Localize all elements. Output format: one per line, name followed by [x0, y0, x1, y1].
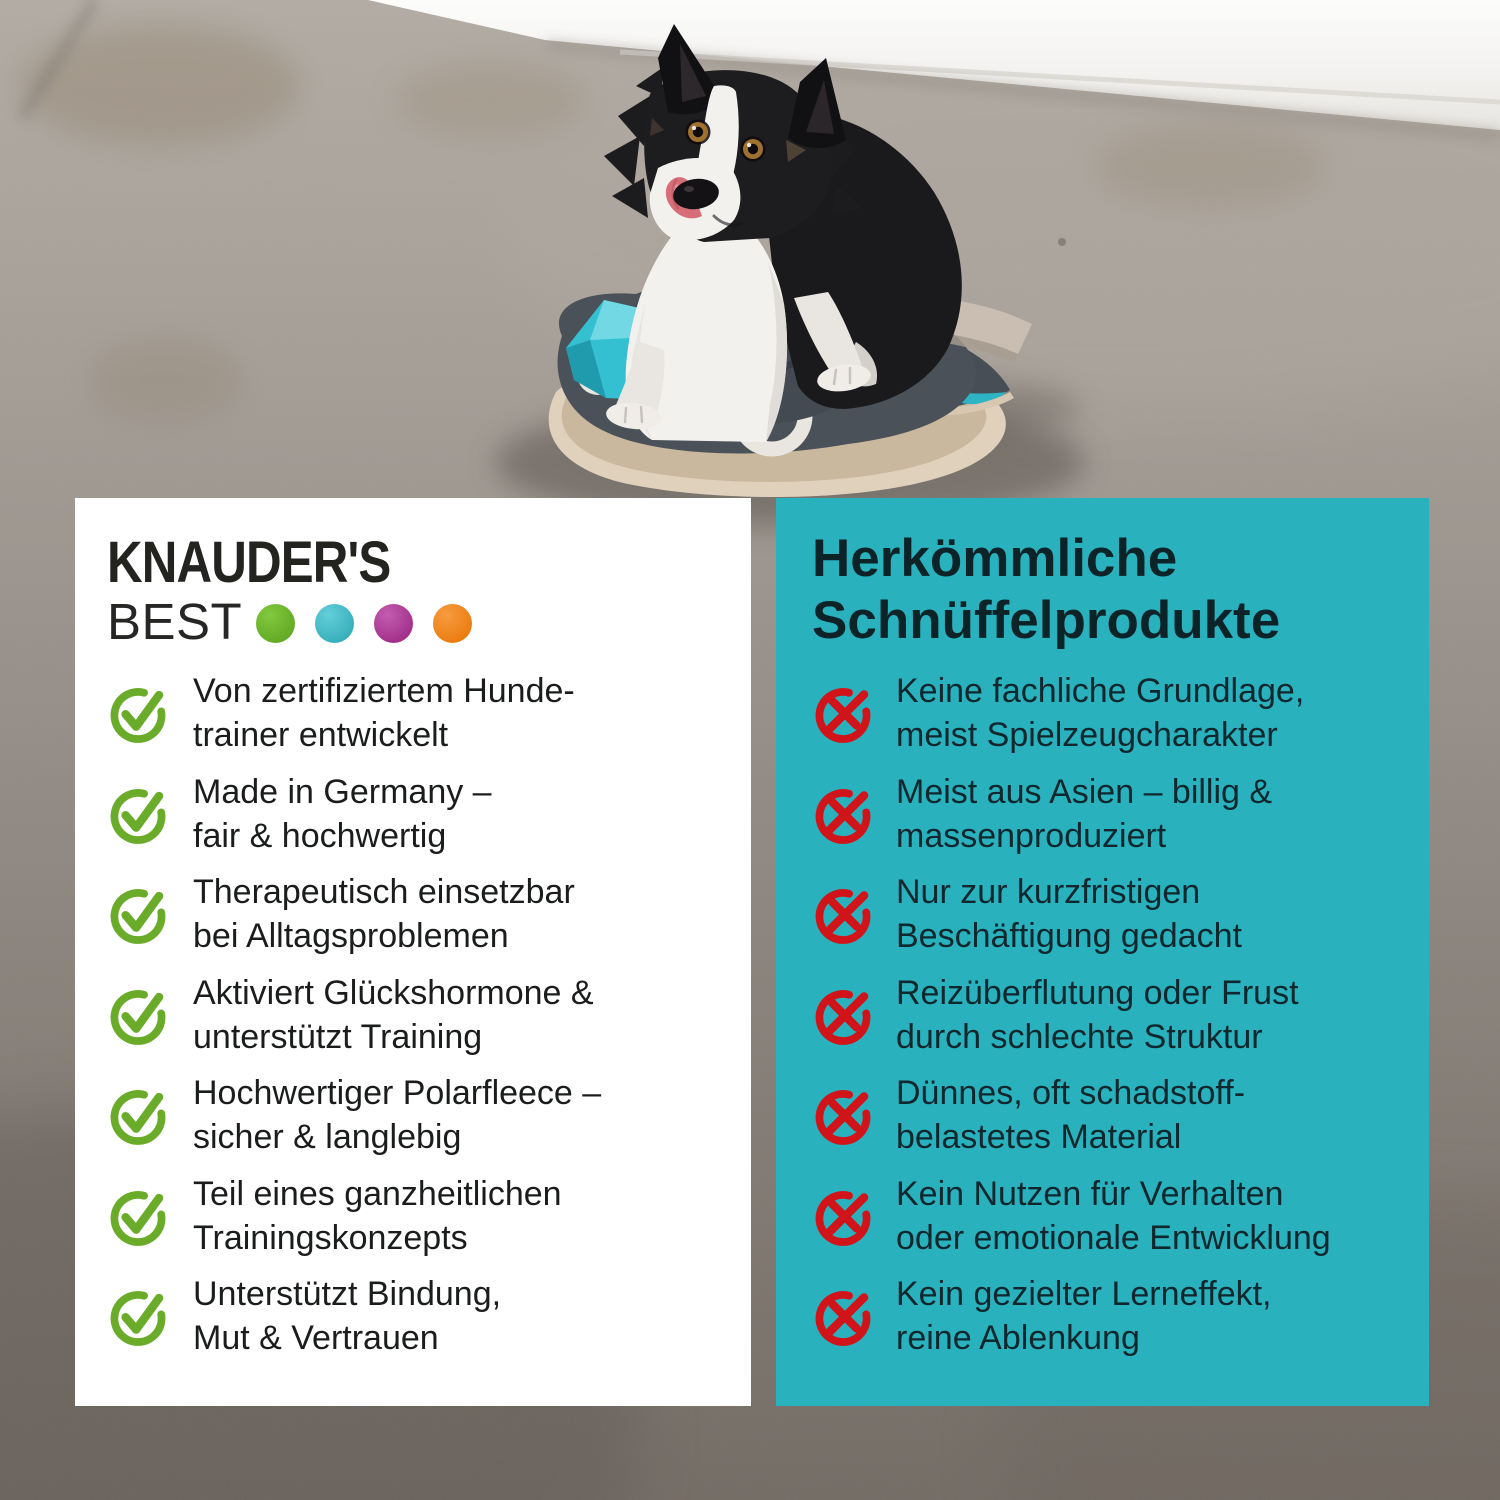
drawback-text: Kein Nutzen für Verhalten — [896, 1174, 1284, 1213]
panel-title — [812, 528, 1280, 652]
drawback-item — [812, 864, 1419, 965]
benefit-text: Aktiviert Glückshormone & — [193, 973, 594, 1012]
check-icon — [107, 783, 169, 845]
check-icon — [107, 682, 169, 744]
drawback-item — [812, 1065, 1419, 1166]
logo-dot-teal — [315, 604, 354, 643]
benefit-item — [107, 663, 741, 764]
check-icon — [107, 1285, 169, 1347]
cross-icon — [812, 682, 874, 744]
drawback-text: massenproduziert — [896, 816, 1167, 855]
cross-icon — [812, 1285, 874, 1347]
benefit-text: Unterstützt Bindung, — [193, 1275, 502, 1314]
drawback-text: belastetes Material — [896, 1118, 1182, 1157]
drawback-text: Beschäftigung gedacht — [896, 917, 1242, 956]
benefit-item — [107, 1266, 741, 1367]
drawback-text: Meist aus Asien – billig & — [896, 772, 1273, 811]
drawback-text: oder emotionale Entwicklung — [896, 1218, 1331, 1257]
benefit-text: unterstützt Training — [193, 1017, 483, 1056]
benefit-item — [107, 864, 741, 965]
benefits-list — [107, 663, 741, 1367]
drawback-text: Reizüberflutung oder Frust — [896, 973, 1299, 1012]
cross-icon — [812, 1084, 874, 1146]
logo-dot-magenta — [374, 604, 413, 643]
benefit-text: Therapeutisch einsetzbar — [193, 873, 575, 912]
benefit-text: sicher & langlebig — [193, 1118, 462, 1157]
brand-benefits-panel — [75, 498, 751, 1406]
benefit-text: trainer entwickelt — [193, 716, 449, 755]
drawback-item — [812, 965, 1419, 1066]
drawback-item — [812, 663, 1419, 764]
logo-dot-green — [256, 604, 295, 643]
drawback-item — [812, 764, 1419, 865]
cross-icon — [812, 883, 874, 945]
drawbacks-list — [812, 663, 1419, 1367]
brand-logo — [107, 530, 472, 650]
check-icon — [107, 883, 169, 945]
benefit-text: bei Alltagsproblemen — [193, 917, 509, 956]
drawback-text: Nur zur kurzfristigen — [896, 873, 1201, 912]
benefit-text: Hochwertiger Polarfleece – — [193, 1074, 602, 1113]
drawback-item — [812, 1166, 1419, 1267]
cross-icon — [812, 984, 874, 1046]
panel-title-line1: Herkömmliche — [812, 529, 1178, 588]
benefit-item — [107, 965, 741, 1066]
benefit-item — [107, 764, 741, 865]
benefit-text: Von zertifiziertem Hunde- — [193, 672, 575, 711]
brand-name: KNAUDER'S — [107, 530, 391, 595]
benefit-text: fair & hochwertig — [193, 816, 447, 855]
check-icon — [107, 1185, 169, 1247]
logo-dots — [256, 604, 472, 643]
cross-icon — [812, 1185, 874, 1247]
check-icon — [107, 984, 169, 1046]
panel-title-line2: Schnüffelprodukte — [812, 591, 1281, 650]
benefit-text: Made in Germany – — [193, 772, 492, 811]
benefit-text: Mut & Vertrauen — [193, 1319, 439, 1358]
benefit-item — [107, 1065, 741, 1166]
competitor-drawbacks-panel — [776, 498, 1429, 1406]
drawback-text: durch schlechte Struktur — [896, 1017, 1263, 1056]
benefit-text: Trainingskonzepts — [193, 1218, 468, 1257]
brand-name-sub: BEST — [107, 593, 243, 650]
check-icon — [107, 1084, 169, 1146]
drawback-text: Keine fachliche Grundlage, — [896, 672, 1305, 711]
benefit-item — [107, 1166, 741, 1267]
drawback-text: Kein gezielter Lerneffekt, — [896, 1275, 1272, 1314]
logo-dot-orange — [433, 604, 472, 643]
drawback-text: meist Spielzeugcharakter — [896, 716, 1278, 755]
drawback-item — [812, 1266, 1419, 1367]
drawback-text: reine Ablenkung — [896, 1319, 1140, 1358]
drawback-text: Dünnes, oft schadstoff- — [896, 1074, 1246, 1113]
benefit-text: Teil eines ganzheitlichen — [193, 1174, 562, 1213]
cross-icon — [812, 783, 874, 845]
